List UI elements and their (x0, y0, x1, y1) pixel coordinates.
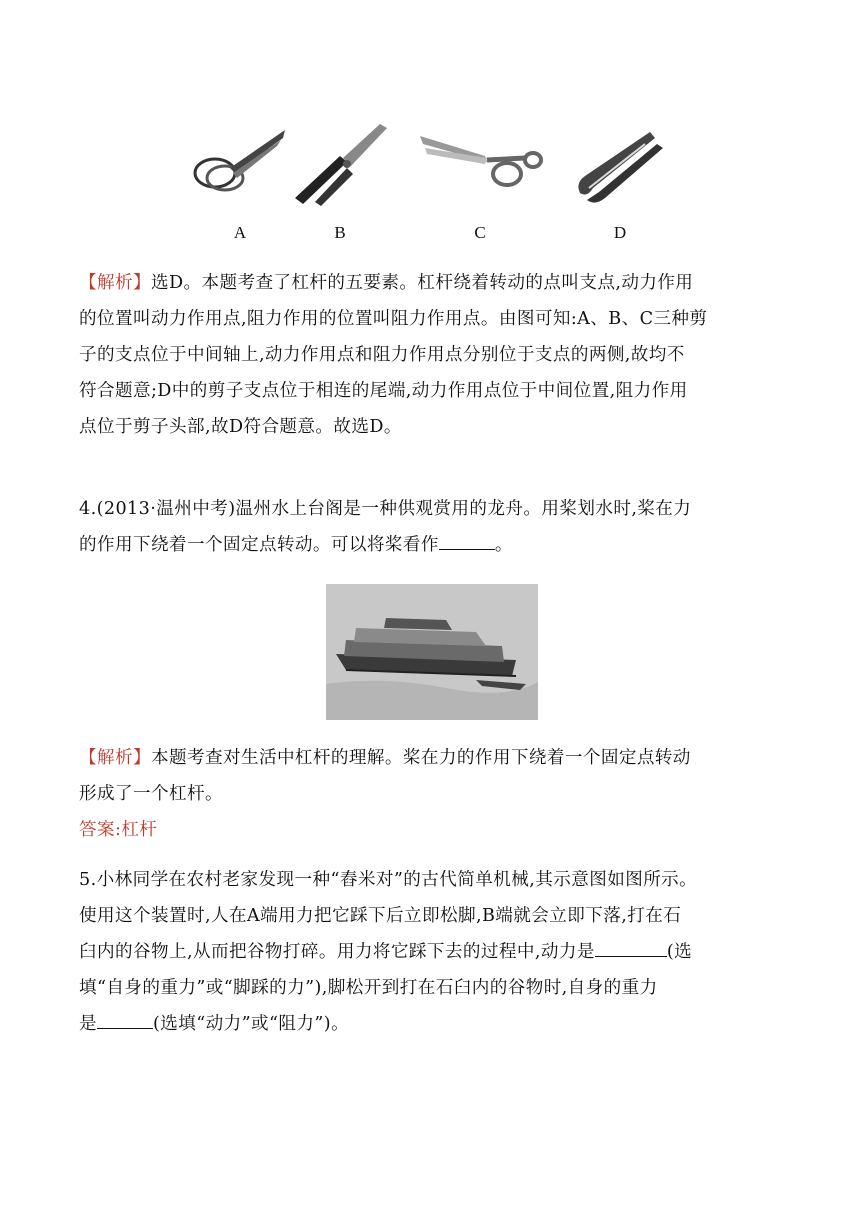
answer-4-text: 答案:杠杆 (79, 820, 158, 840)
scissors-b (285, 118, 395, 243)
question-4-line-1: 4.(2013·温州中考)温州水上台阁是一种供观赏用的龙舟。用桨划水时,桨在力 (79, 499, 692, 519)
question-5-line-3-post: (选 (666, 942, 693, 962)
answer-blank[interactable] (439, 531, 495, 550)
answer-blank-gravity[interactable] (97, 1010, 153, 1029)
question-5-line-2: 使用这个装置时,人在A端用力把它踩下后立即松脚,B端就会立即下落,打在石 (79, 906, 682, 926)
question-5-line-3-pre: 臼内的谷物上,从而把谷物打碎。用力将它踩下去的过程中,动力是 (79, 942, 595, 962)
question-5-line-1: 5.小林同学在农村老家发现一种“舂米对”的古代简单机械,其示意图如图所示。 (79, 870, 698, 890)
caption-a: A (233, 223, 247, 242)
analysis-1-line-5: 点位于剪子头部,故D符合题意。故选D。 (79, 417, 402, 437)
scissors-d (565, 118, 675, 243)
scissors-b-icon (285, 118, 395, 208)
analysis-4 (79, 740, 784, 812)
scissors-figure (185, 118, 655, 243)
scissors-a (185, 118, 295, 243)
answer-4 (79, 812, 784, 848)
analysis-1-line-4: 符合题意;D中的剪子支点位于相连的尾端,动力作用点位于中间位置,阻力作用 (79, 381, 688, 401)
scissors-c-icon (415, 118, 545, 208)
question-5-line-5-post: (选填“动力”或“阻力”)。 (153, 1014, 350, 1034)
analysis-1-line-3: 子的支点位于中间轴上,动力作用点和阻力作用点分别位于支点的两侧,故均不 (79, 345, 685, 365)
caption-c: C (474, 223, 486, 242)
analysis-4-line-1: 本题考查对生活中杠杆的理解。桨在力的作用下绕着一个固定点转动 (150, 748, 691, 768)
scissors-a-icon (185, 118, 295, 208)
analysis-1-line-2: 的位置叫动力作用点,阻力作用的位置叫阻力作用点。由图可知:A、B、C三种剪 (79, 309, 708, 329)
question-5 (79, 862, 784, 1042)
analysis-4-tag: 【解析】 (79, 748, 151, 768)
question-4-line-2-pre: 的作用下绕着一个固定点转动。可以将桨看作 (79, 535, 439, 555)
analysis-4-line-2: 形成了一个杠杆。 (79, 784, 223, 804)
question-4 (79, 491, 784, 563)
caption-b: B (334, 223, 346, 242)
scissors-c (415, 118, 545, 243)
analysis-tag: 【解析】 (79, 273, 151, 293)
answer-blank-force[interactable] (595, 938, 667, 957)
question-4-line-2-post: 。 (494, 535, 513, 555)
analysis-1-line-1: 选D。本题考查了杠杆的五要素。杠杆绕着转动的点叫支点,动力作用 (150, 273, 694, 293)
caption-d: D (613, 223, 627, 242)
dragon-boat-photo (326, 584, 538, 720)
scissors-d-icon (565, 118, 675, 208)
dragon-boat-image (326, 584, 538, 720)
question-5-line-4: 填“自身的重力”或“脚踩的力”),脚松开到打在石臼内的谷物时,自身的重力 (79, 978, 658, 998)
analysis-1 (79, 265, 784, 445)
question-5-line-5-pre: 是 (79, 1014, 97, 1034)
